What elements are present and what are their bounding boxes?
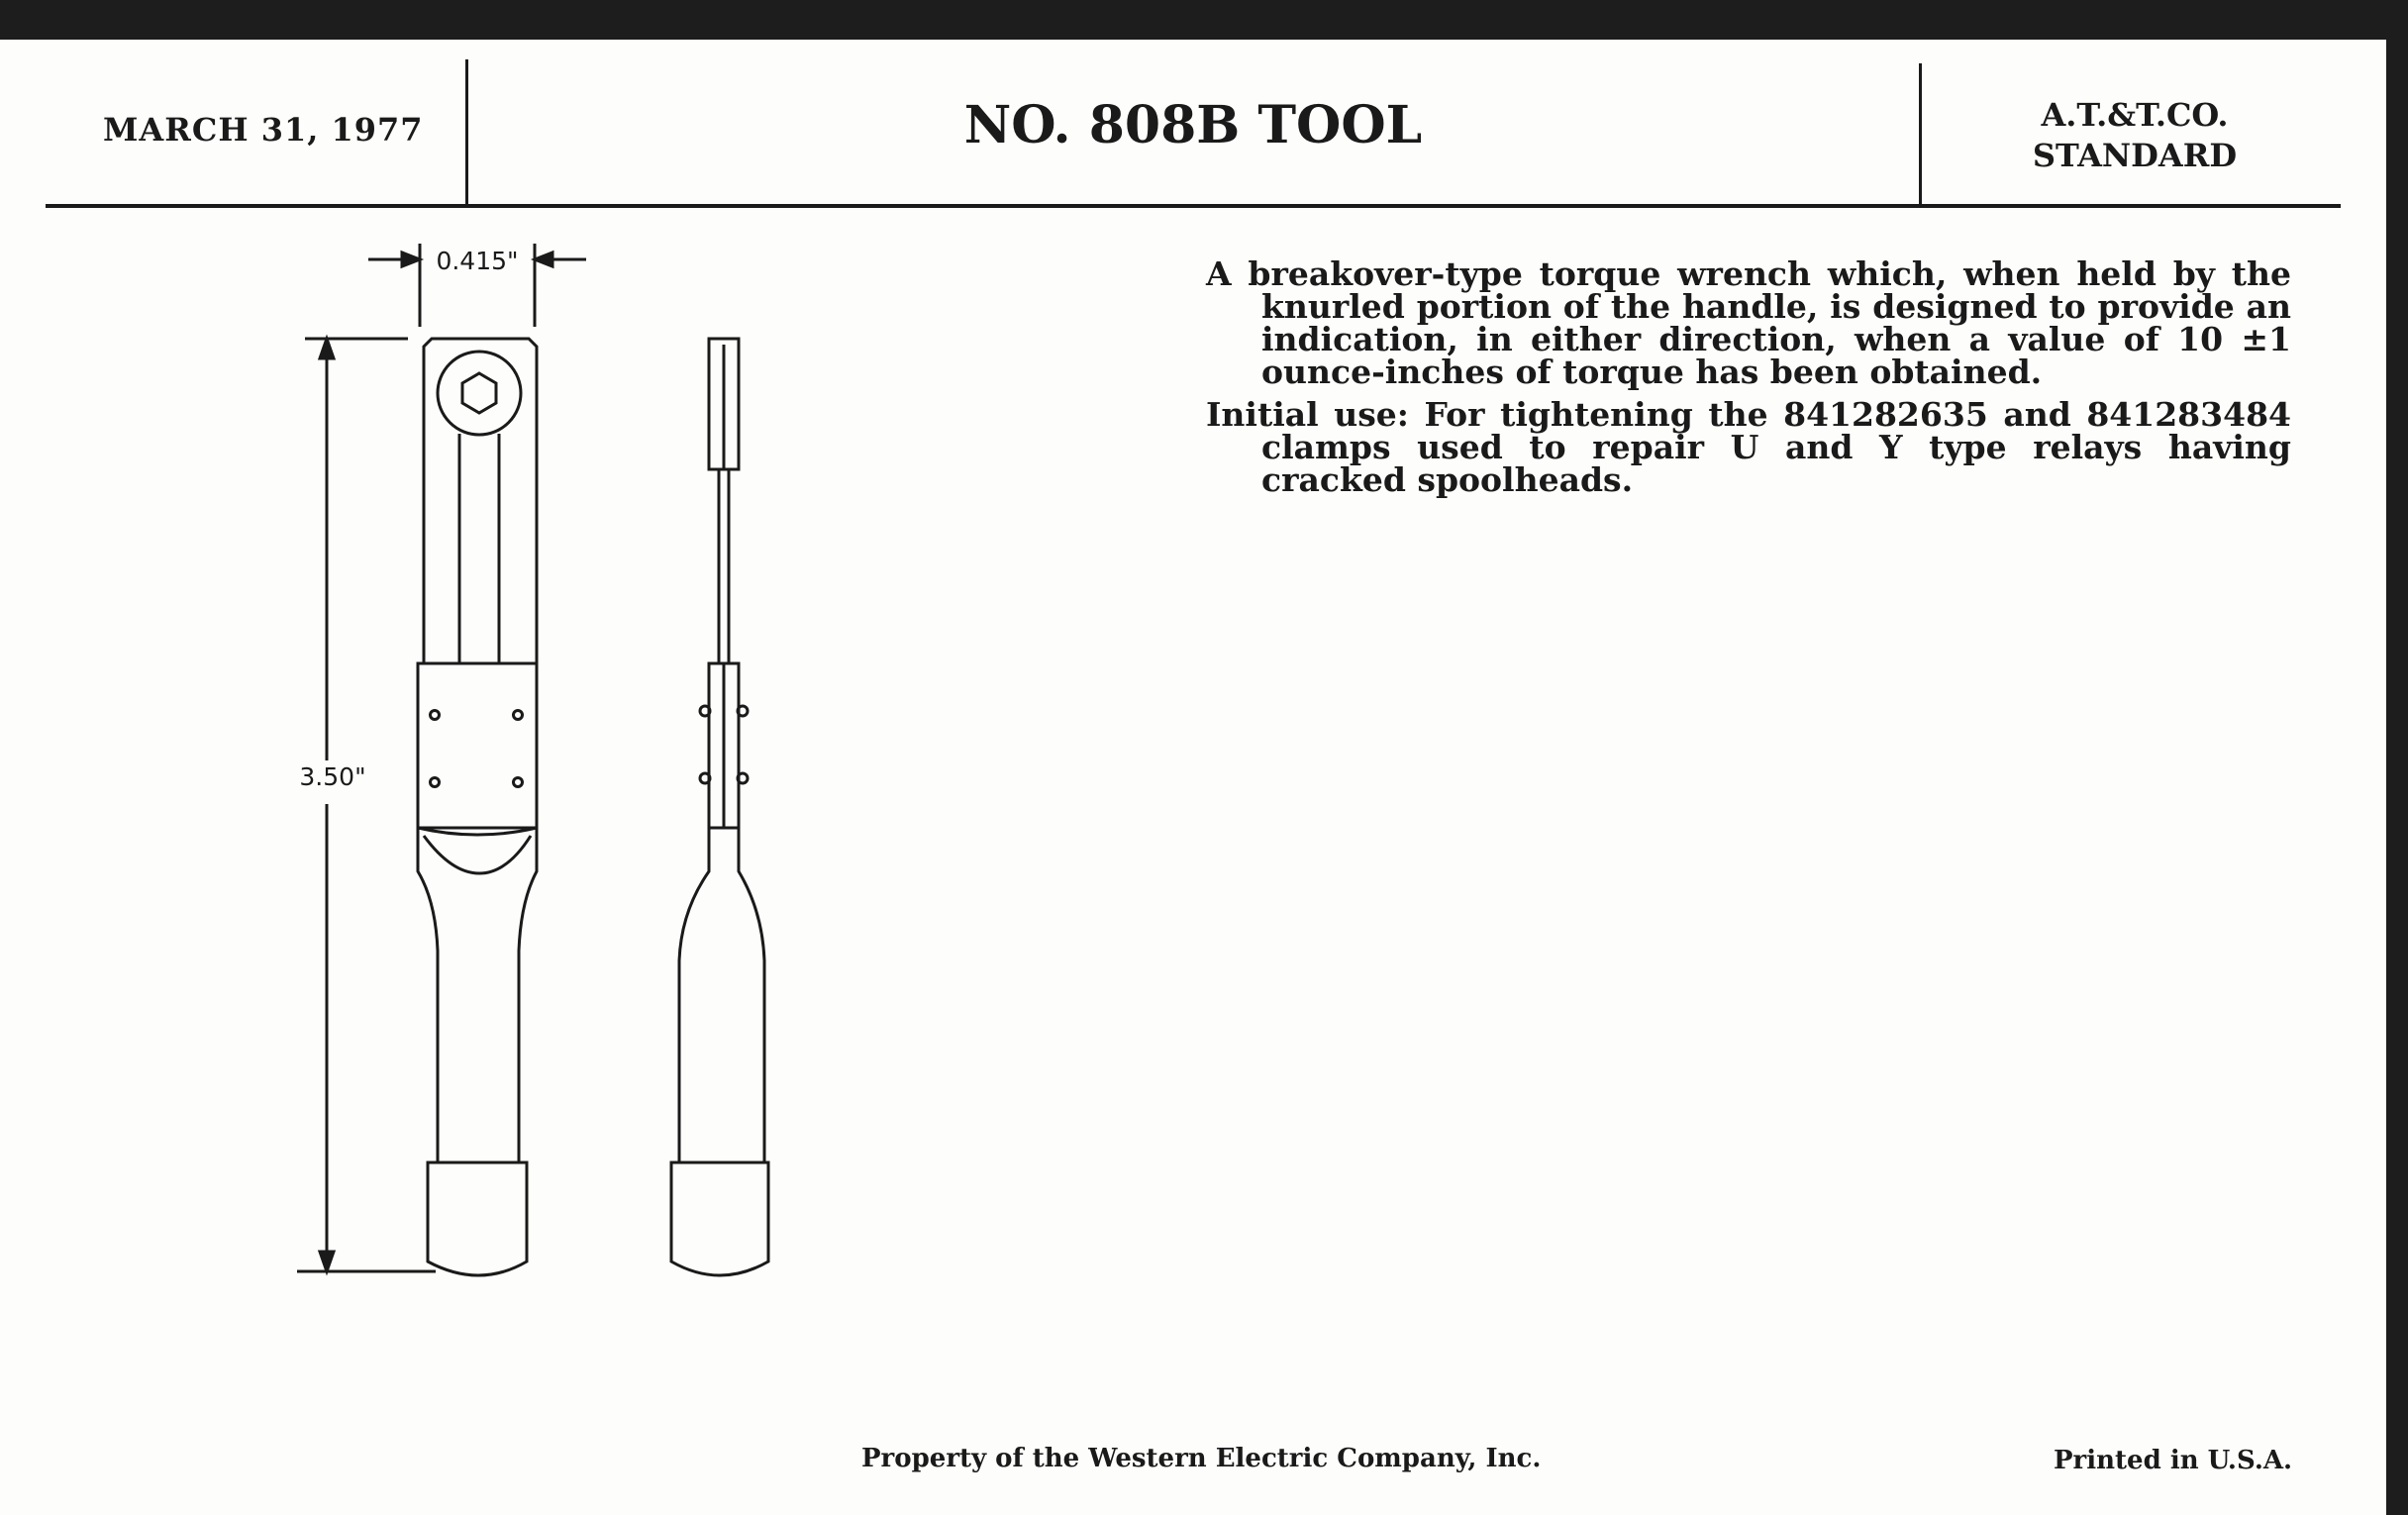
handle-throat-curve xyxy=(418,828,537,873)
side-knurled-grip xyxy=(671,1162,768,1275)
standard-label-line2: STANDARD xyxy=(2032,137,2238,174)
socket-ring xyxy=(438,352,521,435)
length-dim-label: 3.50" xyxy=(299,762,366,791)
printed-notice: Printed in U.S.A. xyxy=(2054,1446,2293,1475)
pivot-rivet xyxy=(431,778,440,787)
side-handle-outline xyxy=(679,828,764,1162)
tool-description xyxy=(1206,254,2291,506)
width-dim-label: 0.415" xyxy=(436,247,519,275)
side-rivet xyxy=(700,773,710,783)
pivot-rivet xyxy=(514,711,523,720)
property-notice: Property of the Western Electric Company, Inc. xyxy=(861,1444,1542,1473)
width-dim-arrow-left xyxy=(402,252,420,266)
side-rivet xyxy=(738,773,748,783)
pivot-rivet xyxy=(514,778,523,787)
length-dim-arrow-top xyxy=(320,339,334,358)
description-paragraph: A breakover-type torque wrench which, when held by the knurled portion of the handle, is designed to provide an indication, in either direction, when a value of 10 ±1 ounce-inches of torque has been obtained. xyxy=(1206,254,2291,391)
handle-outline xyxy=(418,828,537,1162)
header-divider-right xyxy=(1919,63,1922,206)
standard-label-line1: A.T.&T.CO. xyxy=(2041,96,2229,134)
wrench-side-view xyxy=(671,339,768,1275)
side-rivet xyxy=(700,706,710,716)
knurled-grip xyxy=(428,1162,527,1275)
pivot-block xyxy=(418,663,537,828)
tool-drawing xyxy=(0,40,990,1406)
width-dim-arrow-right xyxy=(535,252,552,266)
issue-date: MARCH 31, 1977 xyxy=(103,111,424,149)
standard-sheet-card xyxy=(0,40,2386,1515)
length-dim-arrow-bottom xyxy=(320,1252,334,1271)
hex-socket-icon xyxy=(462,373,496,413)
initial-use-paragraph: Initial use: For tightening the 841282635 and 841283484 clamps used to repair U and Y type relays having cracked spoolheads. xyxy=(1206,395,2291,499)
pivot-rivet xyxy=(431,711,440,720)
page-title: NO. 808B TOOL xyxy=(963,95,1423,155)
wrench-front-view xyxy=(418,339,537,1275)
standard-label xyxy=(1937,95,2333,176)
side-rivet xyxy=(738,706,748,716)
